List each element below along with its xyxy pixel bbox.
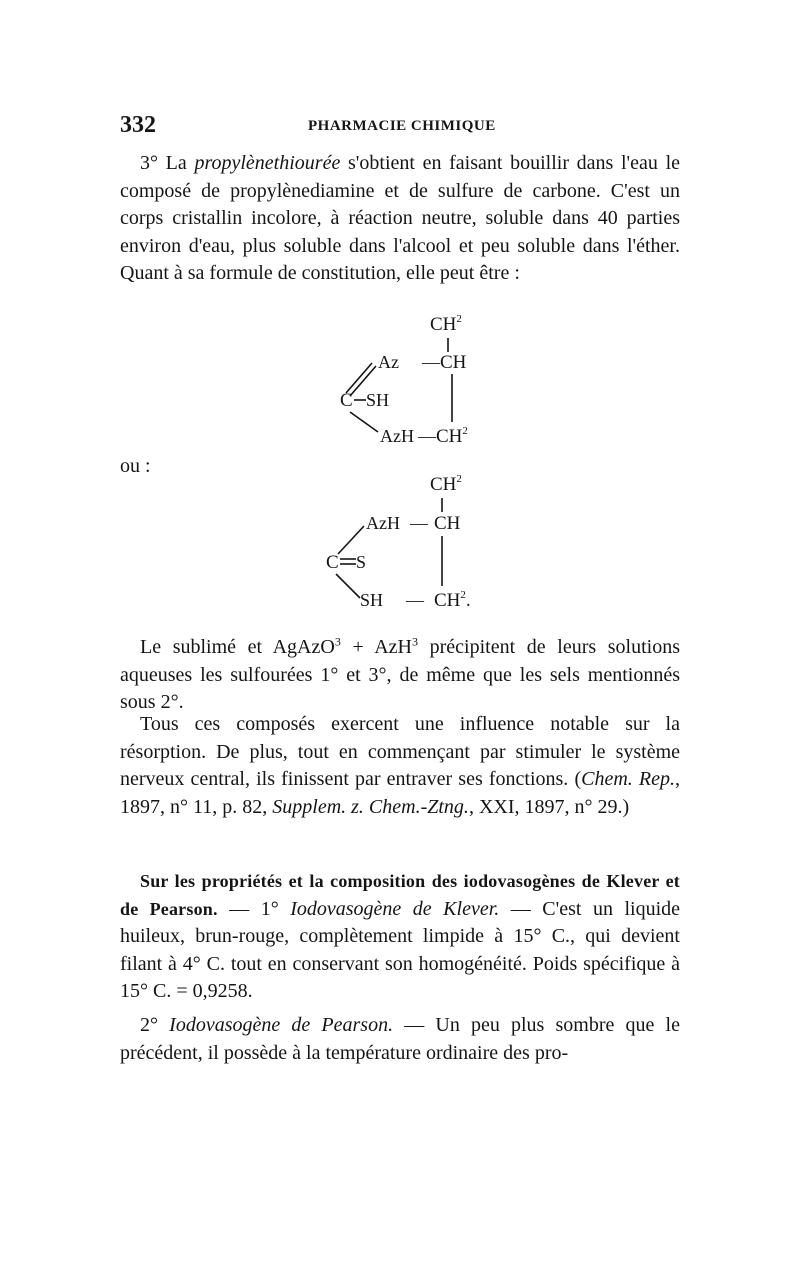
ou-label: ou : (120, 455, 151, 477)
term-klever: Iodovasogène de Klever. (290, 897, 500, 920)
paragraph2-text-1: Le sublimé et AgAzO (140, 636, 335, 658)
formula2-ch2-bottom: $CH^2$. (434, 589, 471, 611)
paragraph4-text: — C'est un liquide huileux, brun-rouge, complètement limpide à 15° C., qui devient filant à 4° C. tout en conservant son homogénéité. Poids spécifique à 15° C. = 0,9258. (120, 897, 681, 1002)
page-number: 332 (120, 112, 156, 138)
formula2-bond-upper (338, 526, 364, 554)
formula1-c: C (340, 390, 353, 411)
paragraph3-mid: , 1897, n° 11, p. 82, (120, 768, 680, 818)
structural-formula-2 (300, 470, 520, 620)
formula2-ch: CH (434, 513, 461, 534)
paragraph-pearson (120, 1012, 680, 1067)
formula2-c: C (326, 552, 339, 573)
term-pearson: Iodovasogène de Pearson. (169, 1014, 394, 1036)
paragraph-lead: 3° La (140, 152, 195, 174)
paragraph2-sup-1: 3 (334, 634, 341, 649)
paragraph-composes (120, 711, 680, 821)
paragraph3-text: Tous ces composés exercent une influence notable sur la résorption. De plus, tout en commençant par stimuler le système nerveux central, ils finissent par entraver ses fonctions. ( (120, 713, 680, 790)
formula1-dash-1: — (422, 352, 440, 372)
paragraph2-text-2: + AzH (340, 636, 413, 658)
formula2-s: S (356, 552, 367, 572)
paragraph2-sup-2: 3 (412, 634, 419, 649)
formula2-ch2-top: $CH^2$ (430, 473, 462, 495)
paragraph5-text: — Un peu plus sombre que le précédent, il possède à la température ordinaire des pro- (120, 1014, 680, 1064)
formula2-azh: AzH (366, 513, 400, 533)
paragraph-propylenethiouree (120, 150, 680, 288)
page-header (120, 112, 680, 142)
formula1-sh: SH (366, 390, 390, 410)
structural-formula-1 (300, 308, 520, 448)
paragraph3-end: , XXI, 1897, n° 29.) (468, 795, 630, 818)
formula1-az: Az (378, 352, 399, 372)
formula1-ch2-top: $CH^2$ (430, 313, 462, 335)
formula2-bond-lower (336, 574, 360, 598)
term-propylenethiouree: propylènethiourée (194, 152, 341, 174)
paragraph-text: s'obtient en faisant bouillir dans l'eau le composé de propylènediamine et de sulfure de carbone. C'est un corps cristallin incolore, à réaction neutre, soluble dans 40 parties environ d'eau, plus soluble dans l'alcool et peu soluble dans l'éther. Quant à sa formule de constitution, elle peut être : (120, 152, 681, 284)
paragraph4-dash: — 1° (217, 897, 291, 920)
running-title: PHARMACIE CHIMIQUE (308, 118, 496, 134)
paragraph2-text-3: précipitent de leurs solutions aqueuses les sulfourées 1° et 3°, de même que les sels mentionnés sous 2°. (120, 636, 680, 713)
paragraph-iodovasogenes (120, 868, 680, 1006)
formula2-dash-1: — (410, 513, 428, 533)
section-heading: Sur les propriétés et la composition des iodovasogènes de Klever et de Pearson. (120, 871, 680, 919)
formula2-sh: SH (360, 590, 384, 610)
reference-supplem: Supplem. z. Chem.-Ztng. (272, 795, 469, 818)
formula1-dash-2: — (418, 426, 436, 446)
formula1-ch: CH (440, 352, 467, 373)
paragraph5-lead: 2° (140, 1014, 170, 1036)
reference-chem-rep: Chem. Rep. (581, 768, 675, 790)
formula1-bond-lower (350, 412, 378, 432)
formula1-bond-upper-2 (346, 363, 372, 393)
formula2-dash-2: — (406, 590, 424, 610)
paragraph-sublime (120, 634, 680, 717)
formula1-ch2-bottom: $CH^2$ (436, 425, 468, 447)
formula1-azh: AzH (380, 426, 414, 446)
